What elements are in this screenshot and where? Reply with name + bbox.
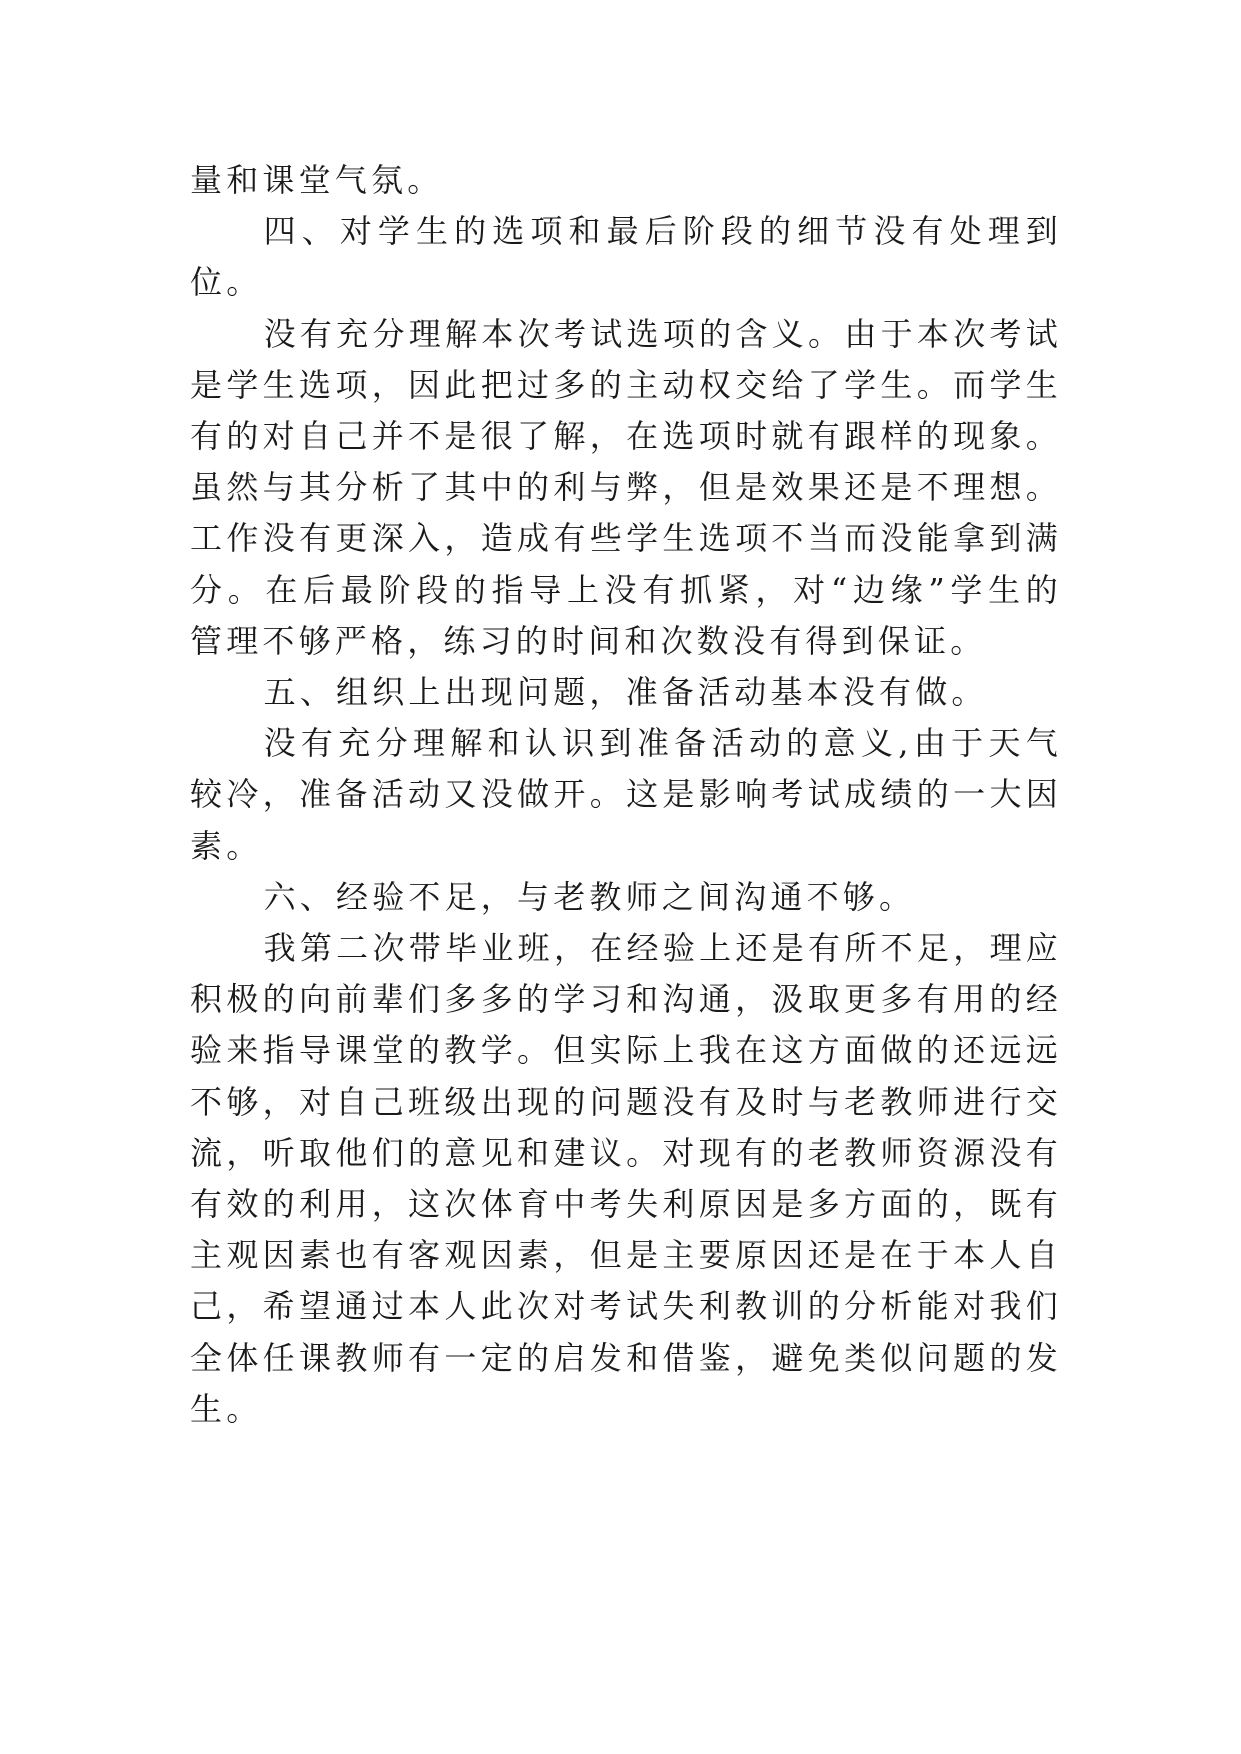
section-heading-six: 六、经验不足，与老教师之间沟通不够。: [263, 877, 916, 916]
section-heading-five: 五、组织上出现问题，准备活动基本没有做。: [263, 673, 988, 712]
paragraph-section-five: 没有充分理解和认识到准备活动的意义,由于天气较冷，准备活动又没做开。这是影响考试成绩的一大因素。: [190, 724, 1062, 865]
document-body: [190, 155, 1062, 1435]
paragraph-section-four: 没有充分理解本次考试选项的含义。由于本次考试是学生选项，因此把过多的主动权交给了学生。而学生有的对自己并不是很了解，在选项时就有跟样的现象。虽然与其分析了其中的利与弊，但是效果还是不理想。工作没有更深入，造成有些学生选项不当而没能拿到满分。在后最阶段的指导上没有抓紧，对“边缘”学生的管理不够严格，练习的时间和次数没有得到保证。: [190, 314, 1062, 660]
paragraph-section-six: 我第二次带毕业班，在经验上还是有所不足，理应积极的向前辈们多多的学习和沟通，汲取更多有用的经验来指导课堂的教学。但实际上我在这方面做的还远远不够，对自己班级出现的问题没有及时与老教师进行交流，听取他们的意见和建议。对现有的老教师资源没有有效的利用，这次体育中考失利原因是多方面的，既有主观因素也有客观因素，但是主要原因还是在于本人自己，希望通过本人此次对考试失利教训的分析能对我们全体任课教师有一定的启发和借鉴，避免类似问题的发生。: [190, 929, 1062, 1428]
paragraph-continuation: 量和课堂气氛。: [190, 161, 444, 199]
section-heading-four: 四、对学生的选项和最后阶段的细节没有处理到位。: [190, 212, 1062, 302]
